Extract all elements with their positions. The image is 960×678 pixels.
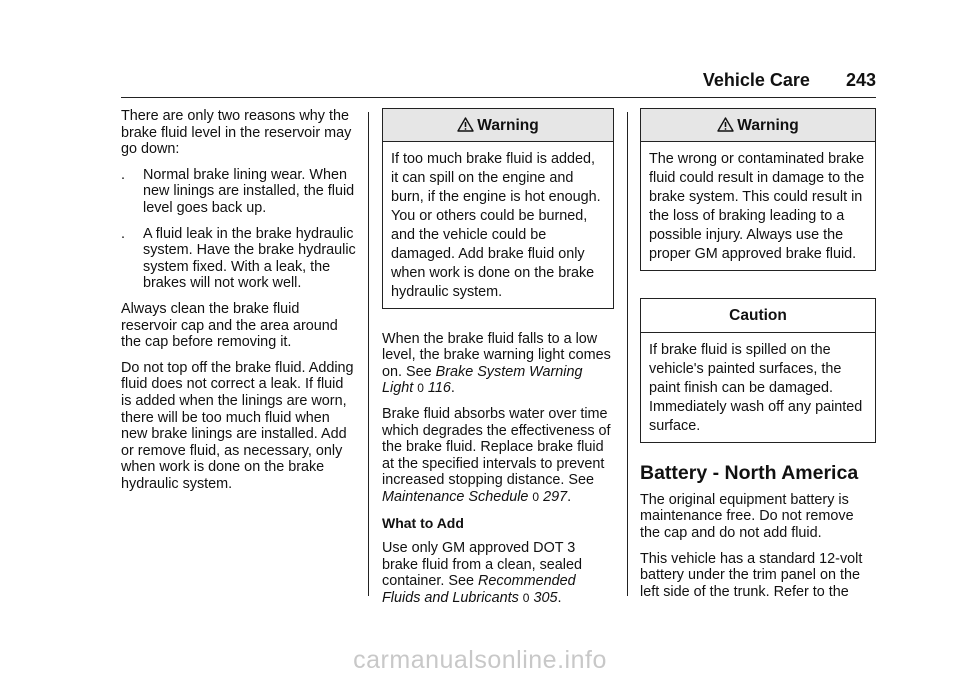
warning-body: If too much brake fluid is added, it can spill on the engine and burn, if the engine is hot enough. You or others could be burned, and the vehicle could be damaged. Add brake fluid only when work is done on the brake hydraulic system. [391, 150, 601, 300]
bullet-mark: . [121, 225, 125, 242]
warning-body: The wrong or contaminated brake fluid could result in damage to the brake system. This could result in the loss of braking leading to a possible injury. Always use the proper GM approved brake fluid. [649, 150, 865, 262]
paragraph-text: When the brake fluid falls to a low level, the brake warning light comes on. See [382, 330, 611, 380]
page-number: 243 [845, 70, 876, 90]
page-header [0, 70, 876, 91]
list-item [121, 167, 357, 217]
warning-box [382, 108, 614, 309]
period: . [567, 488, 572, 505]
bullet-mark: . [121, 166, 125, 183]
period: . [557, 589, 562, 606]
ref-arrow-icon: 0 [417, 381, 424, 396]
warning-header [383, 109, 613, 142]
column-1 [121, 108, 357, 501]
absorbs-water-paragraph [382, 406, 614, 506]
clean-cap-paragraph: Always clean the brake fluid reservoir cap and the area around the cap before removing it. [121, 300, 338, 351]
column-divider-2 [627, 112, 628, 596]
paragraph-text: Use only GM approved DOT 3 brake fluid from a clean, sealed container. See [382, 540, 582, 590]
bullet-text: Normal brake lining wear. When new linings are installed, the fluid level goes back up. [143, 166, 355, 216]
section-heading-battery: Battery - North America [640, 462, 859, 485]
warning-title: Warning [737, 117, 799, 134]
xref-brake-warning-light: Brake System Warning Light [382, 363, 583, 397]
bullet-text: A fluid leak in the brake hydraulic system. Have the brake hydraulic system fixed. With a leak, the brakes will not work well. [143, 225, 356, 292]
column-divider-1 [368, 112, 369, 596]
warning-triangle-icon [717, 117, 734, 132]
caution-body: If brake fluid is spilled on the vehicle's painted surfaces, the paint finish can be damaged. Immediately wash off any painted surface. [649, 342, 863, 435]
column-3 [640, 108, 876, 609]
list-item [121, 226, 357, 292]
watermark: carmanualsonline.info [353, 646, 607, 674]
top-off-paragraph: Do not top off the brake fluid. Adding fluid does not correct a leak. If fluid is added when the linings are worn, there will be too much fluid when new brake linings are installed. Add or remove fluid, as necessary, only when work is done on the brake hydraulic system. [121, 359, 354, 492]
low-level-paragraph [382, 331, 614, 397]
warning-header [641, 109, 875, 142]
period: . [450, 380, 455, 397]
warning-title: Warning [477, 117, 539, 134]
section-title: Vehicle Care [702, 70, 810, 90]
ref-arrow-icon: 0 [522, 590, 530, 605]
ref-page: 116 [427, 380, 451, 397]
warning-box [640, 108, 876, 271]
battery-paragraph-2: This vehicle has a standard 12-volt battery under the trim panel on the left side of the trunk. Refer to the [640, 550, 863, 600]
warning-triangle-icon [457, 117, 474, 132]
ref-page: 297 [543, 488, 568, 505]
column-2 [382, 108, 614, 616]
header-rule [121, 97, 876, 98]
battery-paragraph-1: The original equipment battery is maintenance free. Do not remove the cap and do not add fluid. [640, 491, 854, 541]
subheading-what-to-add: What to Add [382, 514, 464, 531]
xref-maintenance-schedule: Maintenance Schedule [382, 488, 529, 505]
use-only-paragraph [382, 540, 614, 606]
caution-header: Caution [641, 299, 875, 334]
ref-arrow-icon: 0 [532, 489, 540, 504]
caution-box [640, 298, 876, 444]
xref-recommended-fluids: Recommended Fluids and Lubricants [382, 573, 576, 606]
intro-paragraph: There are only two reasons why the brake fluid level in the reservoir may go down: [121, 108, 352, 158]
paragraph-text: Brake fluid absorbs water over time which degrades the effectiveness of the brake fluid. Replace brake fluid at the specified intervals to prevent increased stopping distance. See [382, 405, 611, 489]
ref-page: 305 [533, 589, 558, 606]
